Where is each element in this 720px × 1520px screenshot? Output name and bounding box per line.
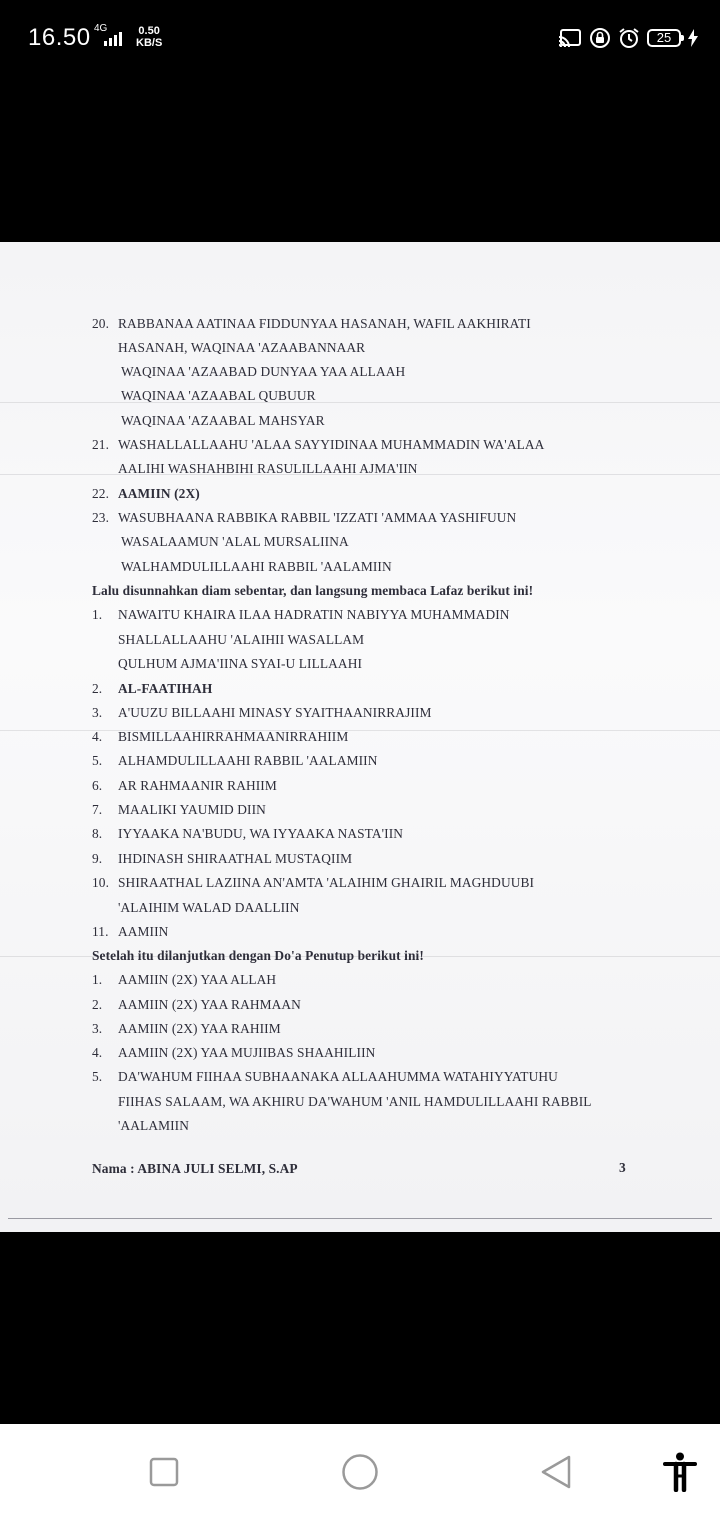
- square-icon: [148, 1456, 180, 1488]
- section-heading: Setelah itu dilanjutkan dengan Do'a Penutup berikut ini!: [92, 948, 424, 963]
- cast-icon: [558, 28, 582, 48]
- divider: [8, 1218, 712, 1219]
- data-speed-unit: KB/S: [136, 37, 163, 49]
- data-speed-value: 0.50: [138, 25, 160, 37]
- status-bar: [0, 0, 720, 76]
- page-number: 3: [619, 1160, 626, 1175]
- accessibility-button[interactable]: [658, 1450, 702, 1494]
- lock-rotation-icon: [589, 27, 611, 49]
- document-image: 20. RABBANAA AATINAA FIDDUNYAA HASANAH, WAFIL AAKHIRATI HASANAH, WAQINAA 'AZAABANNAAR WAQINAA 'AZAABAD DUNYAA YAA ALLAAH WAQINAA 'AZAABAL QUBUUR WAQINAA 'AZAABAL MAHSYAR 21. WASHALLALLAAHU 'ALAA SAYYIDINAA MUHAMMADIN WA'ALAA AALIHI WASHAHBIHI RASULILLAAHI AJMA'IIN 22. AAMIIN (2X) 23. WASUBHAANA RABBIKA RABBIL 'IZZATI 'AMMAA YASHIFUUN WASALAAMUN 'ALAL MURSALIINA WALHAMDULILLAAHI RABBIL 'AALAMIIN Lalu disunnahkan diam sebentar, dan langsung membaca Lafaz berikut ini! 1. NAWAITU KHAIRA ILAA HADRATIN NABIYYA MUHAMMADIN SHALLALLAAHU 'ALAIHII WASALLAM QULHUM AJMA'IINA SYAI-U LILLAAHI 2. AL-FAATIHAH 3. A'UUZU BILLAAHI MINASY SYAITHAANIRRAJIIM 4. BISMILLAAHIRRAHMAANIRRAHIIM 5. ALHAMDULILLAAHI RABBIL 'AALAMIIN 6. AR RAHMAANIR RAHIIM 7. MAALIKI YAUMID DIIN 8. IYYAAKA NA'BUDU, WA IYYAAKA NASTA'IIN 9. IHDINASH SHIRAATHAL MUSTAQIIM 10. SHIRAATHAL LAZIINA AN'AMTA 'ALAIHIM GHAIRIL MAGHDUUBI 'ALAIHIM WALAD DAALLIIN 11. AAMIIN Setelah itu dilanjutkan dengan Do'a Penutup berikut ini! 1. AAMIIN (2X) YAA ALLAH 2. AAMIIN (2X) YAA RAHMAAN 3. AAMIIN (2X) YAA RAHIIM 4. AAMIIN (2X) YAA MUJIIBAS SHAAHILIIN 5. DA'WAHUM FIIHAA SUBHAANAKA ALLAAHUMMA WATAHIYYATUHU FIIHAS SALAAM, WA AKHIRU DA'WAHUM 'ANIL HAMDULILLAAHI RABBIL 'AALAMIIN Nama : ABINA JULI SELMI, S.AP 3: [0, 242, 720, 1232]
- data-speed: [136, 25, 162, 49]
- alarm-icon: [618, 27, 640, 49]
- battery-icon: 25: [647, 29, 681, 47]
- triangle-back-icon: [539, 1454, 573, 1490]
- network-type: 4G: [94, 23, 108, 34]
- back-button[interactable]: [534, 1450, 578, 1494]
- author-name: Nama : ABINA JULI SELMI, S.AP: [92, 1161, 298, 1176]
- charging-icon: [688, 29, 698, 47]
- section-heading: Lalu disunnahkan diam sebentar, dan langsung membaca Lafaz berikut ini!: [92, 583, 534, 598]
- circle-icon: [341, 1453, 379, 1491]
- home-button[interactable]: [338, 1450, 382, 1494]
- signal-icon: [104, 32, 128, 46]
- clock: 16.50: [28, 24, 91, 51]
- status-icons: [558, 26, 698, 50]
- navigation-bar: [0, 1424, 720, 1520]
- accessibility-icon: [662, 1452, 698, 1492]
- recents-button[interactable]: [142, 1450, 186, 1494]
